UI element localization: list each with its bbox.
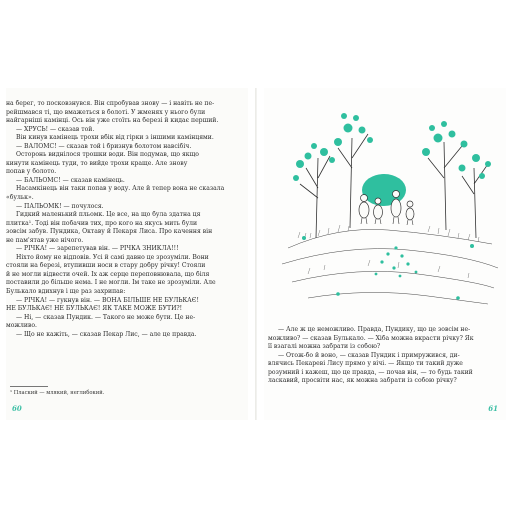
left-text-line: поставили до більше нема. І не могли. Їм таке не зрозуміли. Але: [6, 279, 216, 287]
left-text-line: «бульк».: [6, 194, 34, 202]
left-text-line: НЕ БУЛЬКАЄ! НЕ БУЛЬКАЄ! ЯК ТАКЕ МОЖЕ БУТИ?!: [6, 305, 183, 313]
left-text-line: можливо.: [6, 322, 37, 330]
right-text-line: — Отож-бо й воно, — сказав Пундик і примружився, ди-: [278, 351, 460, 359]
left-text-line: — Ні, — сказав Пундик. — Такого не може бути. Це не-: [16, 313, 196, 321]
left-text-line: плитка¹. Тоді він побачив тих, про кого на якусь мить були: [6, 219, 198, 227]
left-text-line: Булькало вдихнув і ще раз захрипав:: [6, 288, 126, 296]
right-page: [264, 88, 506, 420]
gutter: [255, 88, 257, 420]
right-text-line: ласкавий, просвіти нас, як можна забрати із собою річку?: [268, 377, 457, 385]
left-text-line: — ХРУСЬ! — сказав той.: [16, 125, 95, 133]
right-text-line: влячись Пекареві Лису прямо у вічі. — Якщо ти такий дуже: [268, 360, 463, 368]
left-text-line: зовсім забув. Пундика, Октаву й Пекаря Лиса. Про качення він: [6, 228, 213, 236]
left-text-line: — Що не кажіть, — сказав Пекар Лис, — але це правда.: [16, 330, 197, 338]
left-text-line: — БАЛЬОМС! — сказав камінець.: [16, 176, 125, 184]
right-text-line: можливо? — сказав Булькало. — Хіба можна вкрасти річку? Як: [268, 334, 474, 342]
left-text-line: Гидкий маленький пльомк. Це все, на що була здатна ця: [16, 211, 201, 219]
right-text-line: — Але ж це неможливо. Правда, Пундику, що це зовсім не-: [278, 326, 471, 333]
right-page-text: [268, 326, 500, 386]
left-page: [6, 88, 248, 420]
left-text-line: Насамкінець він таки попав у воду. Але й тепер вона не сказала: [16, 185, 225, 193]
left-text-line: — ПАЛЬОМК! — почулося.: [16, 202, 104, 210]
right-text-line: розумний і кажеш, що це правда, — почав він, — то будь такий: [268, 368, 473, 376]
forest-illustration: [278, 98, 500, 324]
page-number-left: 60: [12, 404, 22, 413]
footnote-rule: [10, 386, 48, 387]
left-text-line: Ніхто йому не відповів. Усі й самі давно це зрозуміли. Вони: [16, 253, 209, 261]
left-text-line: рейшмався ті, що вмажеться в болоті. У жменях у нього були: [6, 108, 206, 116]
left-text-line: кинути камінець туди, то вийде трохи краще. Але знову: [6, 159, 188, 167]
left-text-line: на берег, то посковзнувся. Він спробував знову — і навіть не пе-: [6, 100, 215, 107]
left-text-line: й не могли відвести очей. Їх аж серце переповнювала, що біля: [6, 270, 210, 278]
left-page-text: [6, 100, 242, 339]
page-number-right: 61: [488, 404, 498, 413]
left-text-line: Осторонь виднілося трошки води. Він подумав, що якщо: [16, 151, 199, 159]
left-text-line: — ВАЛОМС! — сказав той і бризнув болотом навсібіч.: [16, 142, 192, 150]
left-text-line: не пам'ятав уже нічого.: [6, 236, 84, 244]
footnote: ¹ Плаский — млякий, неглибокий.: [10, 390, 105, 396]
left-text-line: Він кинув камінець трохи вбік від гірки з іншими камінцями.: [16, 134, 214, 142]
left-text-line: найгарніші камінці. Ось він уже стоїть на березі й кидає перший.: [6, 117, 219, 125]
left-text-line: — РІЧКА! — гукнув він. — ВОНА БІЛЬШЕ НЕ БУЛЬКАЄ!: [16, 296, 199, 304]
left-text-line: попав у болото.: [6, 168, 57, 176]
left-text-line: стояли на березі, втупивши носи в стару добру річку! Стояли: [6, 262, 206, 270]
right-text-line: її взагалі можна забрати із собою?: [268, 343, 381, 351]
left-text-line: — РІЧКА! — зарепетував він. — РІЧКА ЗНИКЛА!!!: [16, 245, 179, 253]
